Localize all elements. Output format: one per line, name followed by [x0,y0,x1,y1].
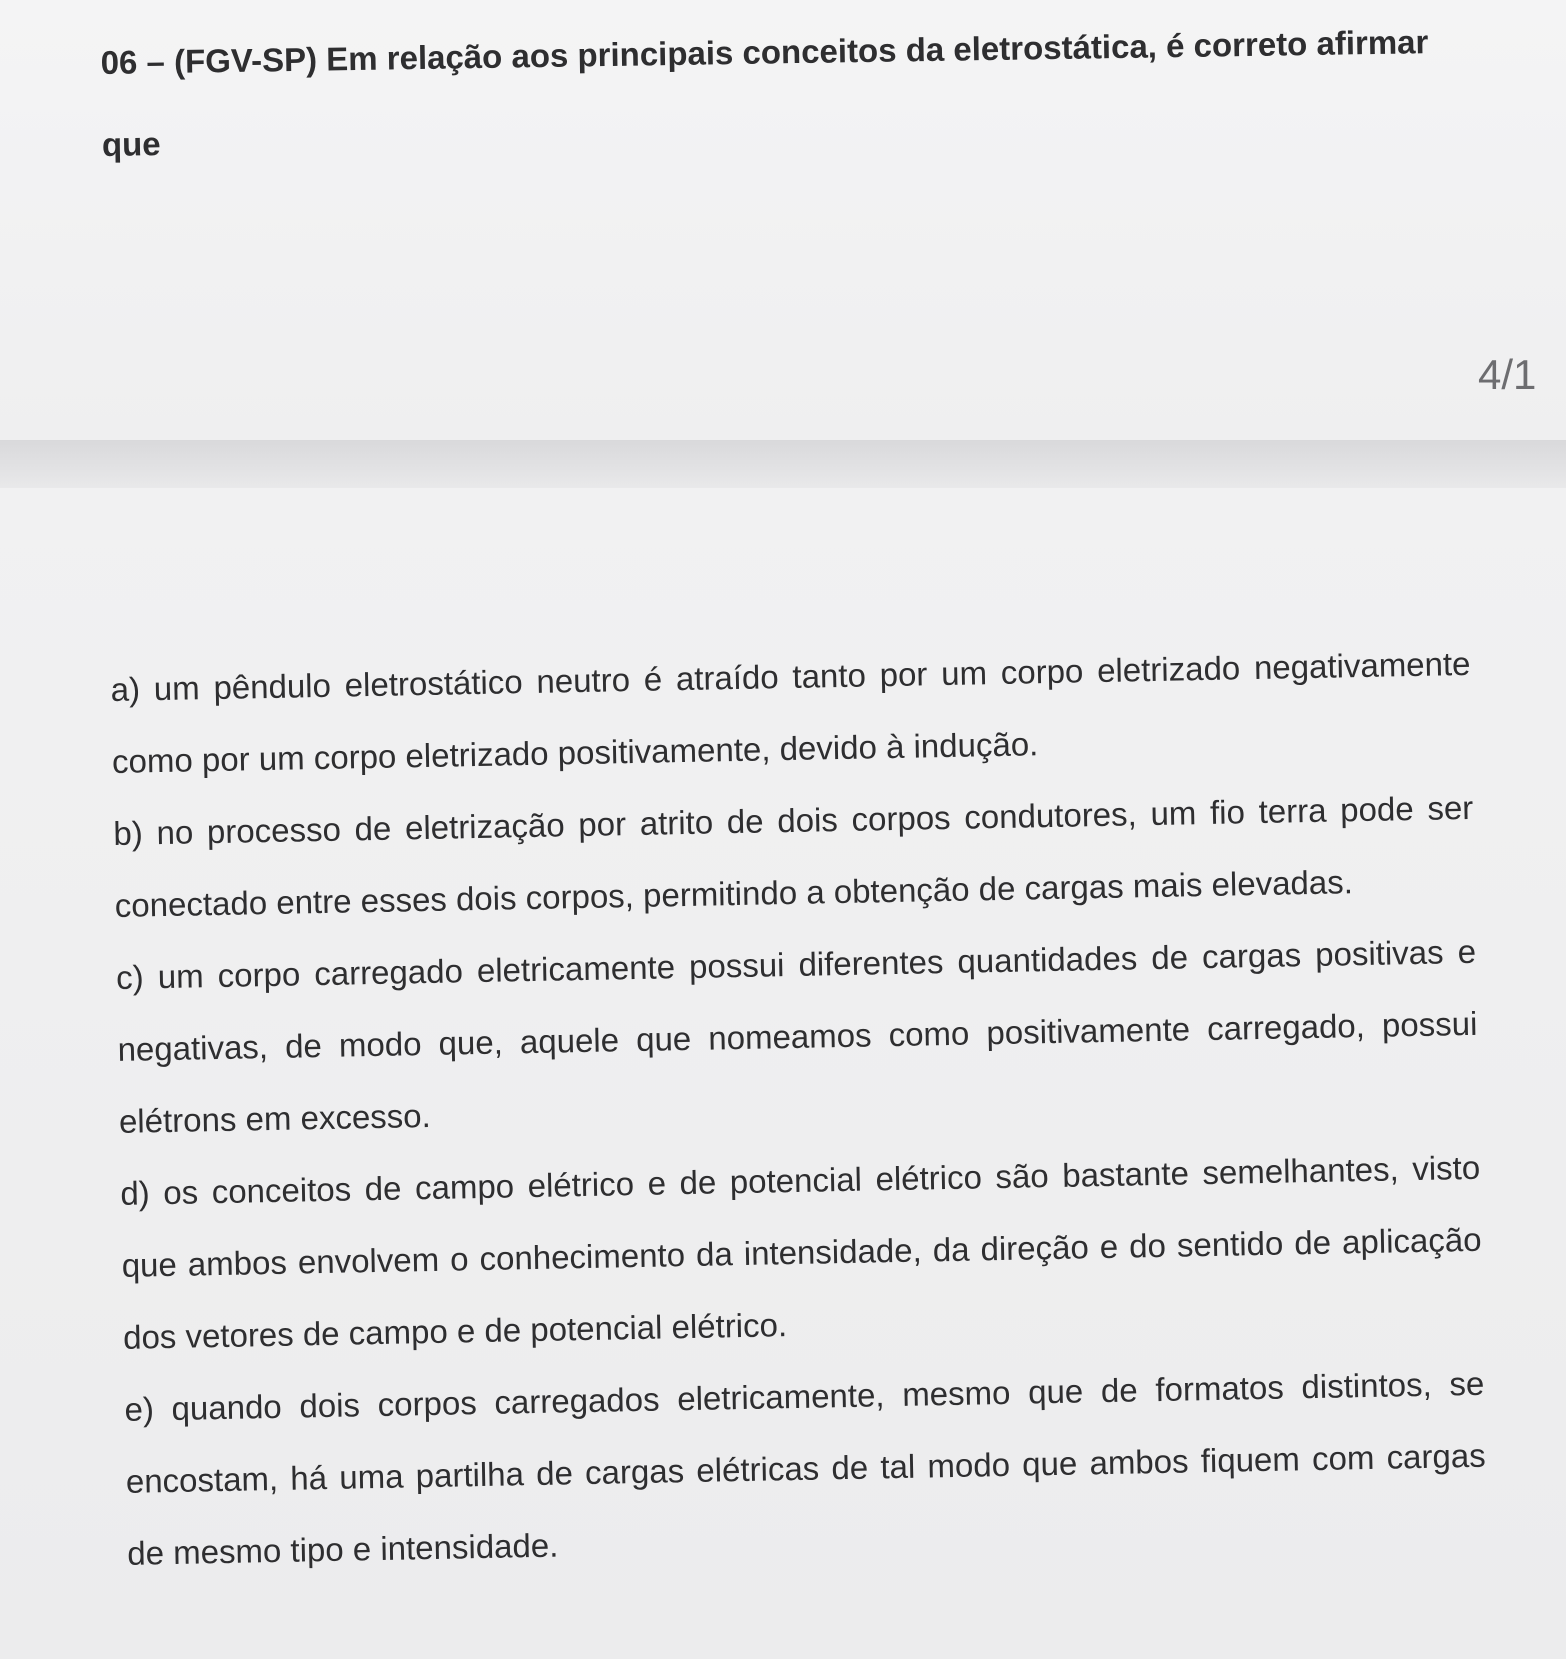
option-b[interactable]: b) no processo de eletrização por atrito de dois corpos condutores, um fio terra pode ser conectado entre esses dois corpos, permitindo a obtenção de cargas mais elevadas. [113,788,1474,924]
option-d[interactable]: d) os conceitos de campo elétrico e de potencial elétrico são bastante semelhantes, visto que ambos envolvem o conhecimento da intensidade, da direção e do sentido de aplicação dos vetores de campo e de potencial elétrico. [120,1148,1482,1356]
page-counter: 4/1 [1478,352,1537,398]
option-a[interactable]: a) um pêndulo eletrostático neutro é atraído tanto por um corpo eletrizado negativamente como por um corpo eletrizado positivamente, devido à indução. [110,644,1471,780]
panel-divider [0,440,1566,488]
option-c[interactable]: c) um corpo carregado eletricamente possui diferentes quantidades de cargas positivas e negativas, de modo que, aquele que nomeamos como positivamente carregado, possui elétrons em excesso. [115,932,1478,1140]
option-e[interactable]: e) quando dois corpos carregados eletricamente, mesmo que de formatos distintos, se encostam, há uma partilha de cargas elétricas de tal modo que ambos fiquem com cargas de mesmo tipo e intensidade. [124,1364,1486,1572]
question-stem: 06 – (FGV-SP) Em relação aos principais conceitos da eletrostática, é correto afirmar que [100,23,1429,163]
answer-options [110,628,1488,1590]
